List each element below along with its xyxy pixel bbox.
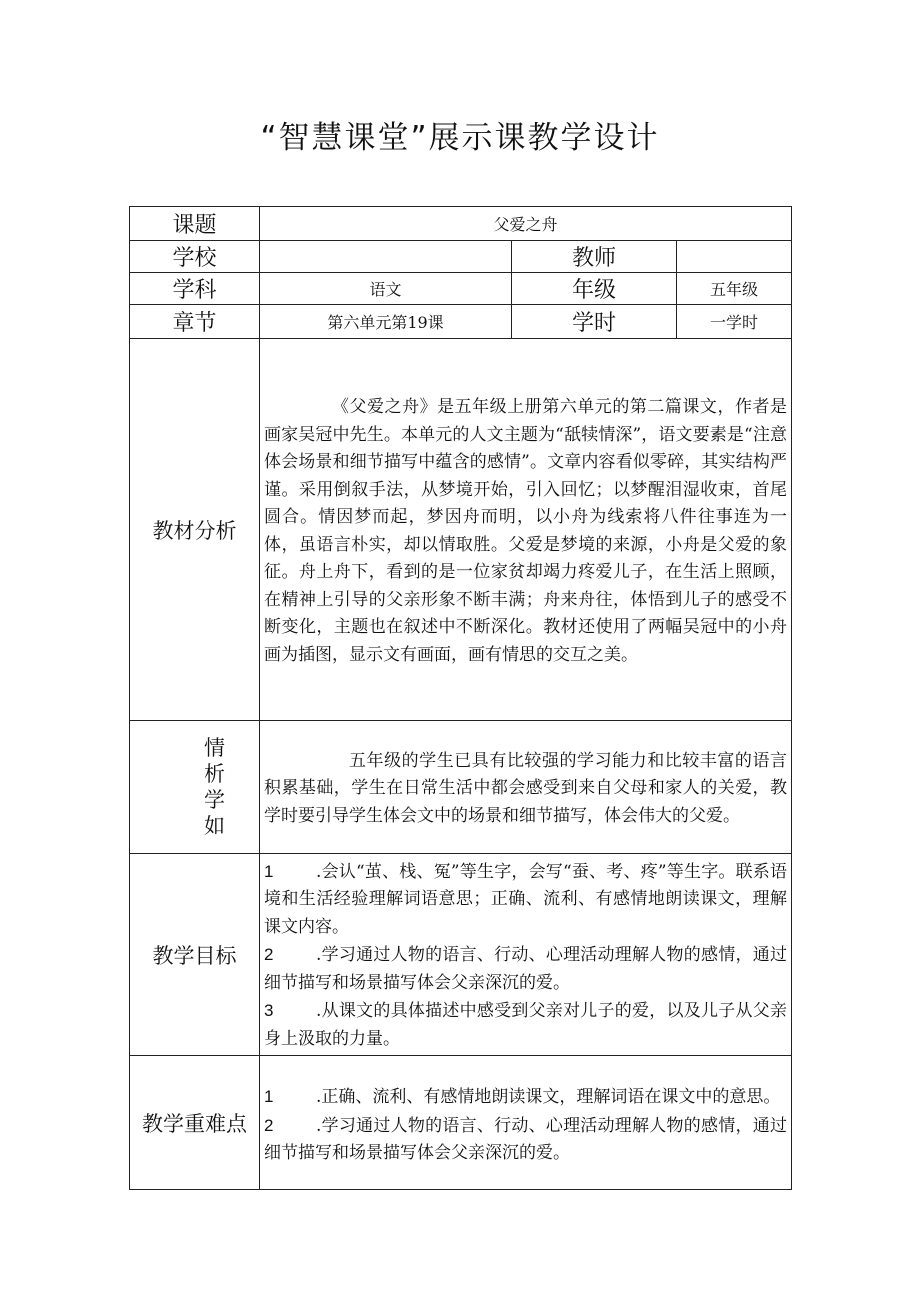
learners-label-char: 学 bbox=[204, 788, 225, 812]
topic-value: 父爱之舟 bbox=[260, 207, 792, 241]
goal-text: .从课文的具体描述中感受到父亲对儿子的爱，以及儿子从父亲身上汲取的力量。 bbox=[264, 1001, 787, 1049]
hours-label: 学时 bbox=[512, 305, 677, 339]
learners-text: 五年级的学生已具有比较强的学习能力和比较丰富的语言积累基础，学生在日常生活中都会感受到来自父母和家人的关爱，教学时要引导学生体会文中的场景和细节描写，体会伟大的父爱。 bbox=[264, 750, 787, 826]
key-point-number: 1 bbox=[264, 1087, 274, 1107]
hours-value: 一学时 bbox=[677, 305, 792, 339]
goal-item bbox=[264, 858, 787, 942]
chapter-value: 第六单元第19课 bbox=[260, 305, 512, 339]
row-school bbox=[130, 241, 792, 273]
goal-item bbox=[264, 941, 787, 997]
goal-number: 1 bbox=[264, 861, 274, 881]
goal-text: .会认“茧、栈、冤”等生字，会写“蚕、考、疼”等生字。联系语境和生活经验理解词语意思；正确、流利、有感情地朗读课文，理解课文内容。 bbox=[264, 861, 787, 937]
row-goals bbox=[130, 854, 792, 1056]
row-key-points bbox=[130, 1056, 792, 1190]
learners-label-char: 如 bbox=[204, 814, 225, 838]
goal-text: .学习通过人物的语言、行动、心理活动理解人物的感情，通过细节描写和场景描写体会父亲深沉的爱。 bbox=[264, 945, 787, 993]
key-point-item bbox=[264, 1083, 787, 1112]
key-point-text: .学习通过人物的语言、行动、心理活动理解人物的感情，通过细节描写和场景描写体会父亲深沉的爱。 bbox=[264, 1115, 787, 1164]
teacher-value bbox=[677, 241, 792, 273]
key-points-label: 教学重难点 bbox=[130, 1056, 260, 1190]
key-point-text: .正确、流利、有感情地朗读课文，理解词语在课文中的意思。 bbox=[316, 1087, 781, 1108]
learners-cell bbox=[260, 721, 792, 854]
document-title: “智慧课堂”展示课教学设计 bbox=[260, 120, 660, 156]
teacher-label: 教师 bbox=[512, 241, 677, 273]
chapter-label: 章节 bbox=[130, 305, 260, 339]
row-subject bbox=[130, 273, 792, 305]
row-learners bbox=[130, 721, 792, 854]
lesson-plan-table bbox=[129, 206, 792, 1190]
topic-label: 课题 bbox=[130, 207, 260, 241]
school-value bbox=[260, 241, 512, 273]
goal-number: 3 bbox=[264, 1001, 274, 1021]
learners-label-char: 析 bbox=[204, 762, 225, 786]
grade-label: 年级 bbox=[512, 273, 677, 305]
grade-value: 五年级 bbox=[677, 273, 792, 305]
row-chapter bbox=[130, 305, 792, 339]
key-point-number: 2 bbox=[264, 1115, 274, 1135]
analysis-label: 教材分析 bbox=[130, 339, 260, 721]
school-label: 学校 bbox=[130, 241, 260, 273]
analysis-text: 《父爱之舟》是五年级上册第六单元的第二篇课文，作者是画家吴冠中先生。本单元的人文主题为“舐犊情深”，语文要素是“注意体会场景和细节描写中蕴含的感情”。文章内容看似零碎，其实结构严谨。采用倒叙手法，从梦境开始，引入回忆；以梦醒泪湿收束，首尾圆合。情因梦而起，梦因舟而明，以小舟为线索将八件往事连为一体，虽语言朴实，却以情取胜。父爱是梦境的来源，小舟是父爱的象征。舟上舟下，看到的是一位家贫却竭力疼爱儿子，在生活上照顾，在精神上引导的父亲形象不断丰满；舟来舟往，体悟到儿子的感受不断变化，主题也在叙述中不断深化。教材还使用了两幅吴冠中的小舟画为插图，显示文有画面，画有情思的交互之美。 bbox=[264, 397, 787, 665]
goals-cell bbox=[260, 854, 792, 1056]
row-topic bbox=[130, 207, 792, 241]
goals-label: 教学目标 bbox=[130, 854, 260, 1056]
goal-number: 2 bbox=[264, 945, 274, 965]
analysis-cell bbox=[260, 339, 792, 721]
subject-label: 学科 bbox=[130, 273, 260, 305]
key-points-cell bbox=[260, 1056, 792, 1190]
goal-item bbox=[264, 997, 787, 1053]
key-point-item bbox=[264, 1112, 787, 1168]
learners-label bbox=[130, 721, 260, 854]
learners-label-char: 情 bbox=[204, 736, 225, 760]
row-analysis bbox=[130, 339, 792, 721]
subject-value: 语文 bbox=[260, 273, 512, 305]
